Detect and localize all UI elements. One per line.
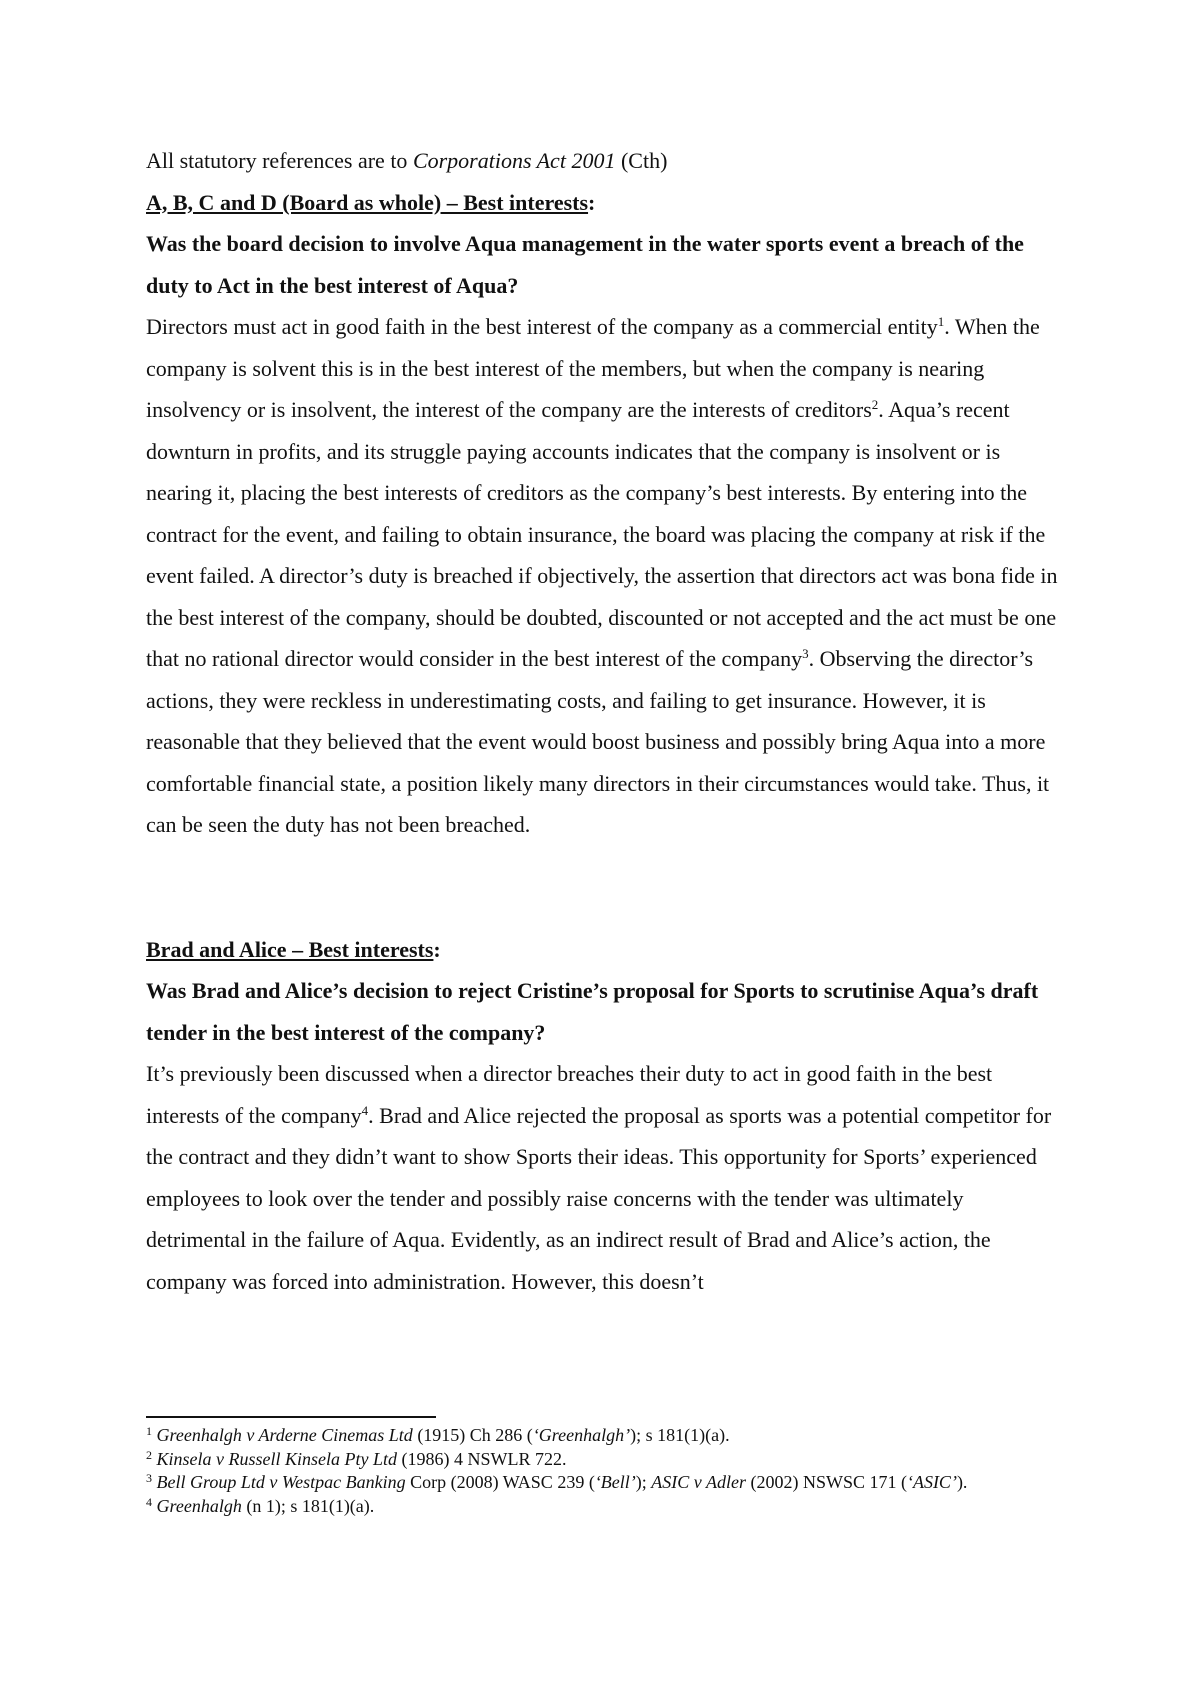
citation: (1915) Ch 286 ( <box>412 1425 533 1445</box>
paragraph-board-part-2: . When the company is solvent this is in the best interest of the members, but when the company is nearing insolvency or is insolvent, the interest of the company are the interests of creditors <box>146 314 1040 422</box>
footnotes <box>146 1424 1066 1518</box>
footnote-1 <box>146 1424 1066 1448</box>
footnote-ref-1[interactable]: 1 <box>937 314 945 329</box>
paragraph-board-part-4: . Observing the director’s actions, they were reckless in underestimating costs, and failing to get insurance. However, it is reasonable that they believed that the event would boost business and possibly bring Aqua into a more comfortable financial state, a position likely many directors in their circumstances would take. Thus, it can be seen the duty has not been breached. <box>146 646 1050 837</box>
section-heading-board-text: A, B, C and D (Board as whole) – Best interests <box>146 189 589 215</box>
case-name: Greenhalgh v Arderne Cinemas Ltd <box>156 1425 413 1445</box>
footnote-ref-2[interactable]: 2 <box>871 397 879 412</box>
paragraph-brad-alice-part-2: . Brad and Alice rejected the proposal as sports was a potential competitor for the contract and they didn’t want to show Sports their ideas. This opportunity for Sports’ experienced employees to look over the tender and possibly raise concerns with the tender was ultimately detrimental in the failure of Aqua. Evidently, as an indirect result of Brad and Alice’s action, the company was forced into administration. However, this doesn’t <box>146 1102 1052 1294</box>
citation-separator: ); <box>635 1472 652 1492</box>
footnote-number: 2 <box>146 1447 152 1462</box>
paragraph-board-part-1: Directors must act in good faith in the best interest of the company as a commercial entity <box>146 314 938 339</box>
section-heading-brad-alice-text: Brad and Alice – Best interests <box>146 936 434 962</box>
section-heading-brad-alice-colon: : <box>433 936 441 962</box>
paragraph-brad-alice <box>146 1053 1066 1302</box>
footnote-3 <box>146 1471 1066 1495</box>
footnote-4 <box>146 1495 1066 1519</box>
paragraph-brad-alice-part-1: It’s previously been discussed when a director breaches their duty to act in good faith in the best interests of the company <box>146 1061 993 1128</box>
short-title-2: ‘ASIC’ <box>906 1472 957 1492</box>
case-name: Kinsela v Russell Kinsela Pty Ltd <box>156 1448 397 1469</box>
footnote-number: 3 <box>146 1471 152 1485</box>
citation-tail: ). <box>956 1472 968 1492</box>
footnote-ref-3[interactable]: 3 <box>802 646 809 661</box>
section-spacer <box>146 846 1066 929</box>
short-title: ‘Greenhalgh’ <box>532 1425 631 1445</box>
intro-suffix: (Cth) <box>615 148 668 173</box>
paragraph-board-part-3: . Aqua’s recent downturn in profits, and its struggle paying accounts indicates that the company is insolvent or is nearing it, placing the best interests of creditors as the company’s best interests. By entering into the contract for the event, and failing to obtain insurance, the board was placing the company at risk if the event failed. A director’s duty is breached if objectively, the assertion that directors act was bona fide in the best interest of the company, should be doubted, discounted or not accepted and the act must be one that no rational director would consider in the best interest of the company <box>146 397 1058 671</box>
case-name: Greenhalgh <box>156 1495 242 1516</box>
short-title: ‘Bell’ <box>594 1472 636 1492</box>
act-name: Corporations Act 2001 <box>412 148 616 173</box>
issue-question-brad-alice: Was Brad and Alice’s decision to reject Cristine’s proposal for Sports to scrutinise Aqua’s draft tender in the best interest of the company? <box>146 978 1039 1045</box>
citation-tail: ); s 181(1)(a). <box>630 1425 730 1445</box>
citation: (1986) 4 NSWLR 722. <box>397 1448 567 1469</box>
footnote-number: 1 <box>146 1424 152 1438</box>
issue-question-board: Was the board decision to involve Aqua management in the water sports event a breach of the duty to Act in the best interest of Aqua? <box>146 231 1024 298</box>
body-text <box>146 140 1066 1302</box>
footnote-ref-4[interactable]: 4 <box>361 1102 369 1118</box>
footnote-2 <box>146 1448 1066 1472</box>
section-heading-brad-alice <box>146 929 1066 971</box>
section-heading-board-colon: : <box>588 189 596 215</box>
intro-prefix: All statutory references are to <box>146 148 413 173</box>
intro-line <box>146 140 1066 182</box>
footnote-number: 4 <box>146 1494 152 1509</box>
citation: Corp (2008) WASC 239 ( <box>405 1472 595 1492</box>
case-name: Bell Group Ltd v Westpac Banking <box>156 1472 406 1492</box>
paragraph-board <box>146 306 1066 846</box>
footnote-separator <box>146 1416 436 1418</box>
citation-2: (2002) NSWSC 171 ( <box>745 1472 907 1492</box>
citation-tail: (n 1); s 181(1)(a). <box>241 1495 375 1516</box>
section-heading-board <box>146 182 1066 224</box>
case-name-2: ASIC v Adler <box>651 1472 746 1492</box>
